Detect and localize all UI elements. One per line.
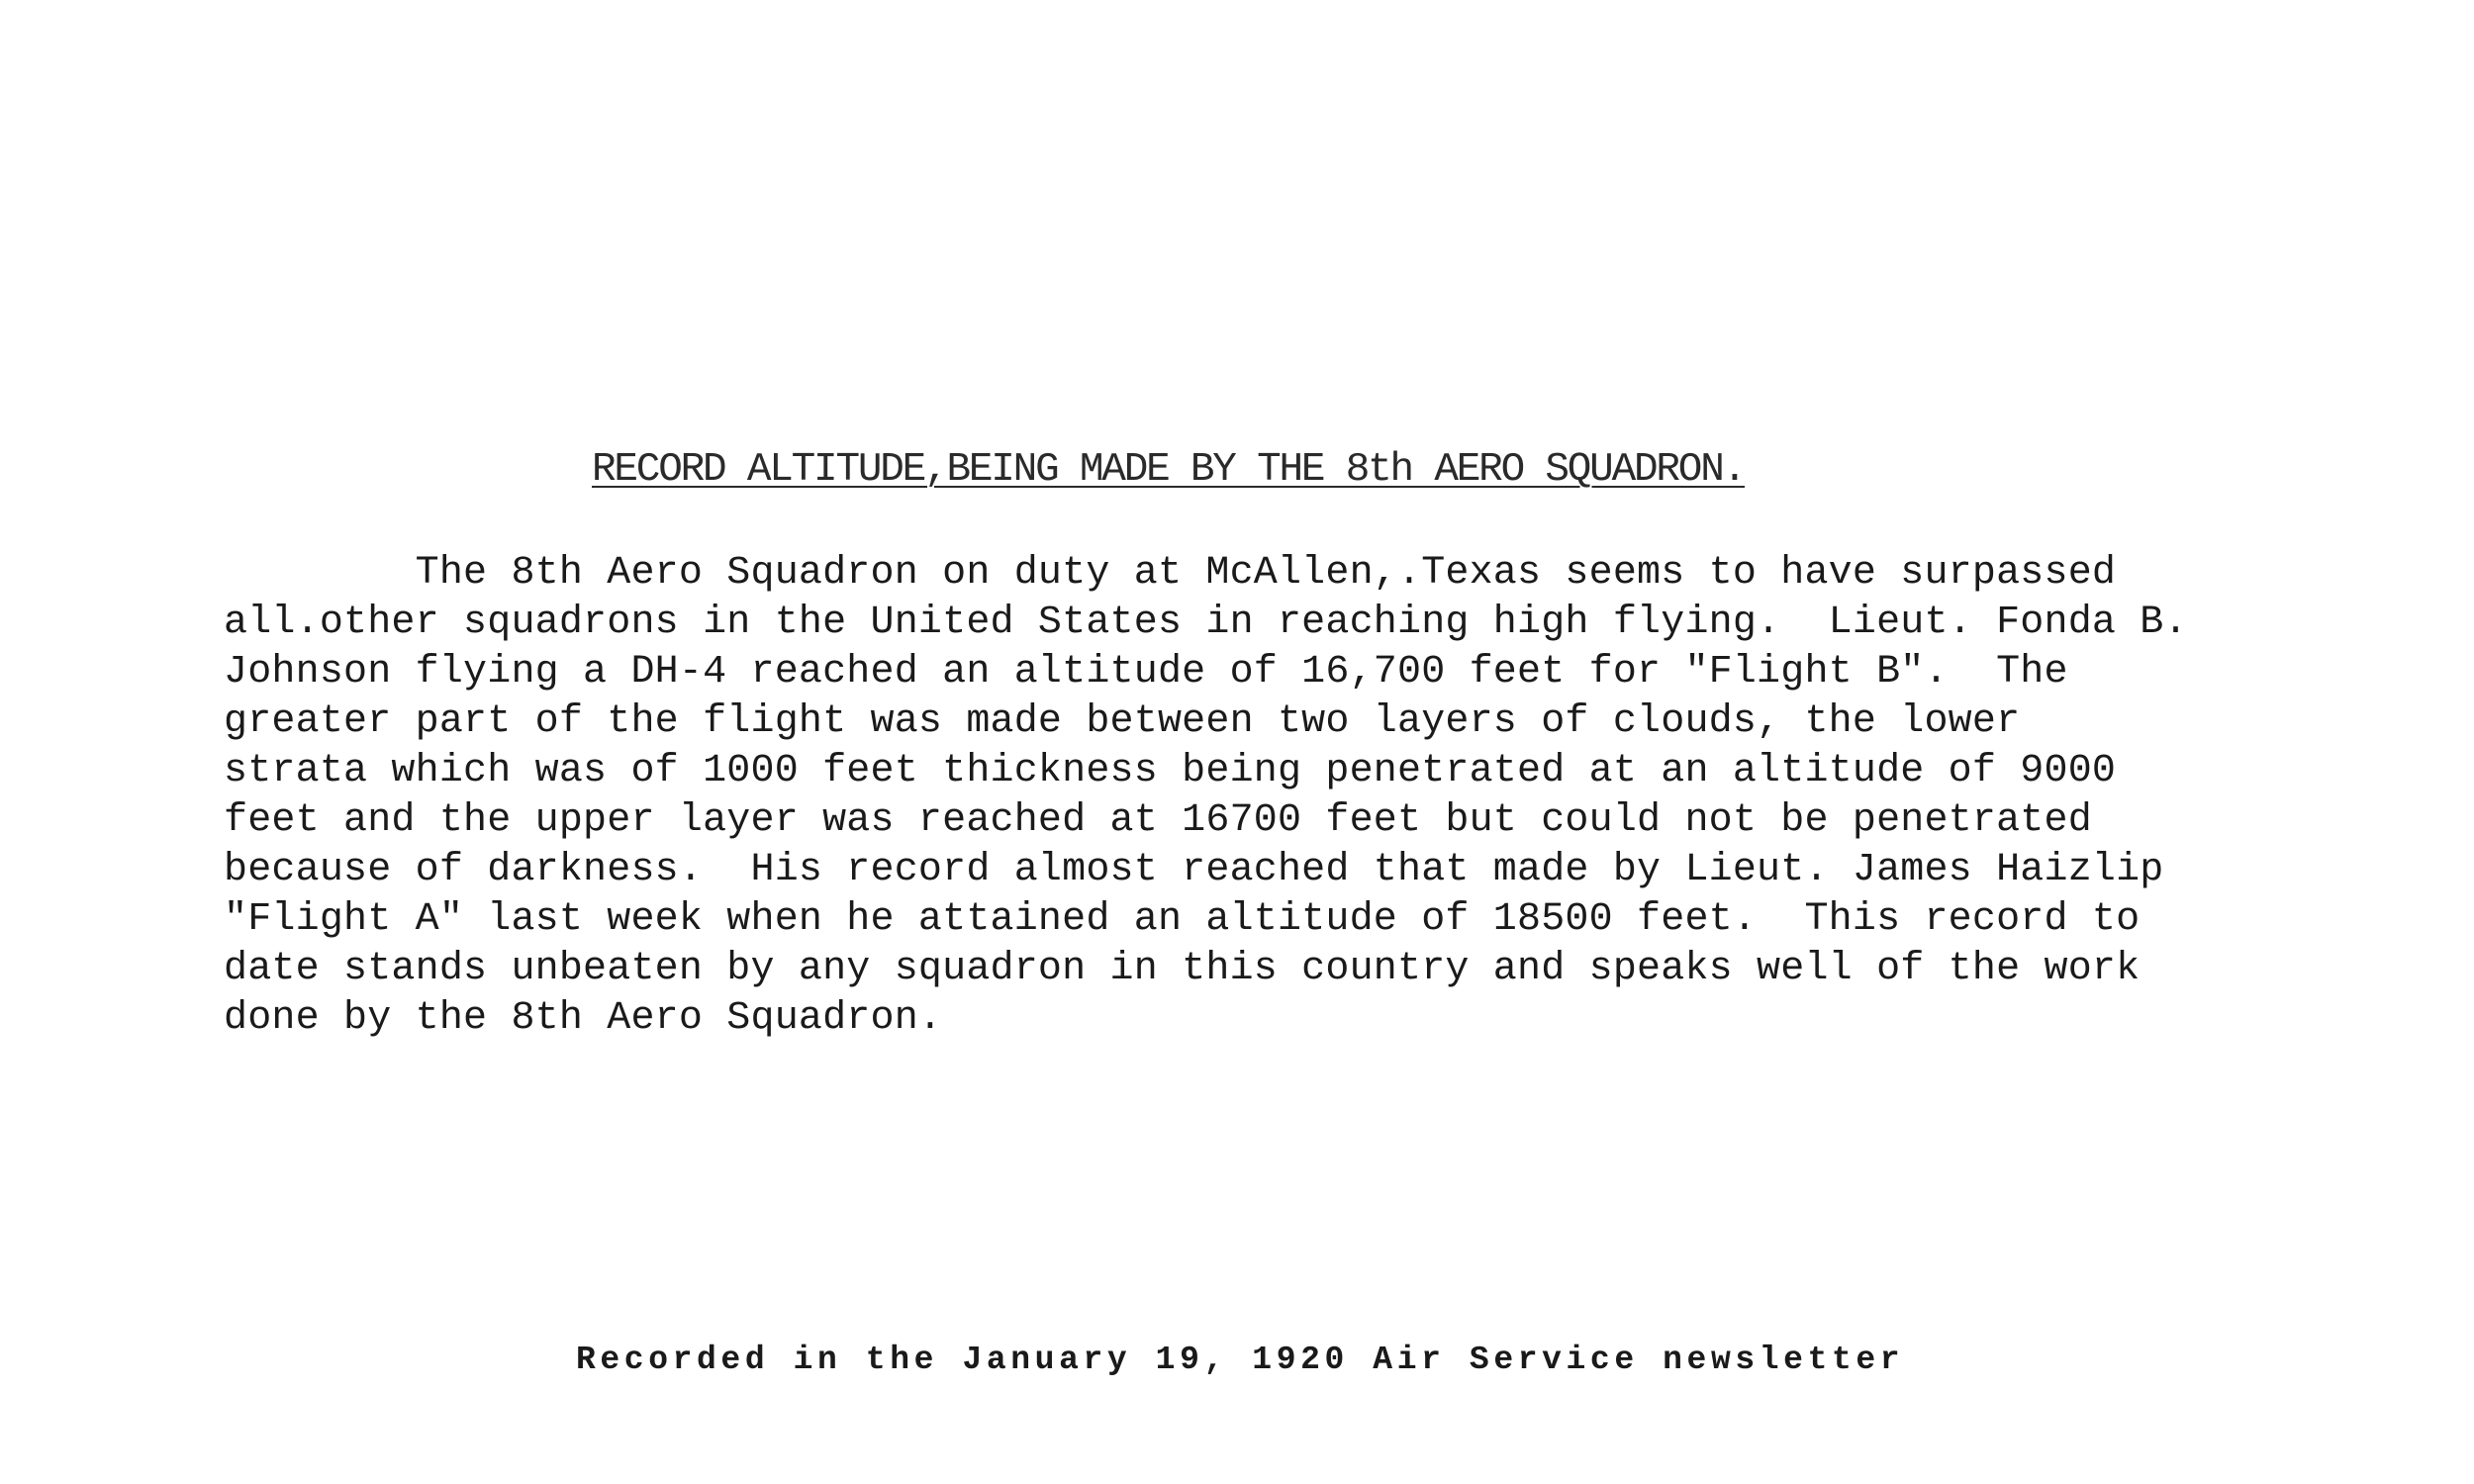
body-line: "Flight A" last week when he attained an altitude of 18500 feet. This record to xyxy=(224,897,2141,942)
body-line: feet and the upper layer was reached at 16700 feet but could not be penetrated xyxy=(224,798,2092,843)
source-footer: Recorded in the January 19, 1920 Air Service newsletter xyxy=(576,1342,1905,1378)
body-line: greater part of the flight was made between two layers of clouds, the lower xyxy=(224,699,2021,744)
body-line: done by the 8th Aero Squadron. xyxy=(224,996,943,1041)
body-line: strata which was of 1000 feet thickness being penetrated at an altitude of 9000 xyxy=(224,749,2117,793)
body-line: Johnson flying a DH-4 reached an altitude of 16,700 feet for "Flight B". The xyxy=(224,650,2068,695)
article-title: RECORD ALTITUDE,BEING MADE BY THE 8th AERO SQUADRON. xyxy=(592,447,1746,493)
body-line: all.other squadrons in the United States in reaching high flying. Lieut. Fonda B. xyxy=(224,601,2188,645)
body-line: date stands unbeaten by any squadron in this country and speaks well of the work xyxy=(224,947,2141,991)
body-line: because of darkness. His record almost reached that made by Lieut. James Haizlip xyxy=(224,848,2164,892)
body-line: The 8th Aero Squadron on duty at McAllen,.Texas seems to have surpassed xyxy=(224,551,2117,596)
article-body xyxy=(224,549,2188,1044)
